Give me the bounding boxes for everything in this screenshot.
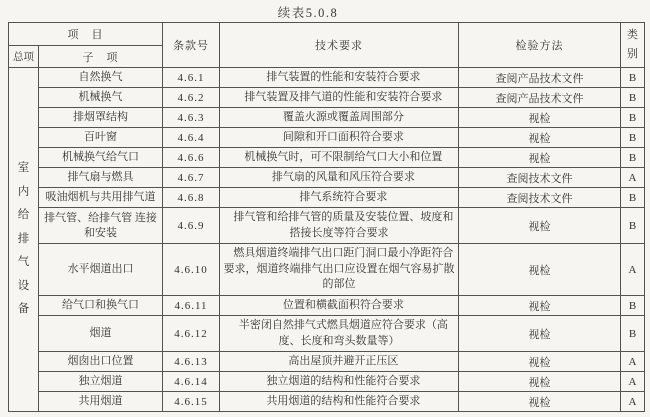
requirement-cell: 排气管和给排气管的质量及安装位置、坡度和搭接长度等符合要求 xyxy=(220,208,459,244)
category-cell: B xyxy=(621,148,645,168)
category-cell: B xyxy=(621,208,645,244)
category-cell: B xyxy=(621,296,645,316)
sub-item-cell: 排烟罩结构 xyxy=(39,108,163,128)
clause-cell: 4.6.1 xyxy=(163,68,220,88)
table-row xyxy=(9,168,645,188)
sub-item-cell: 给气口和换气口 xyxy=(39,296,163,316)
method-cell: 查阅技术文件 xyxy=(459,188,621,208)
header-tech-req: 技术要求 xyxy=(220,23,459,68)
sub-item-cell: 独立烟道 xyxy=(39,372,163,392)
clause-cell: 4.6.6 xyxy=(163,148,220,168)
method-cell: 查阅产品技术文件 xyxy=(459,68,621,88)
table-row xyxy=(9,296,645,316)
requirement-cell: 排气扇的风量和风压符合要求 xyxy=(220,168,459,188)
sub-item-cell: 烟囱出口位置 xyxy=(39,352,163,372)
method-cell: 视检 xyxy=(459,372,621,392)
requirement-cell: 燃具烟道终端排气出口距门洞口最小净距符合要求，烟道终端排气出口应设置在烟气容易扩散的部位 xyxy=(220,244,459,296)
requirement-cell: 排气装置及排气道的性能和安装符合要求 xyxy=(220,88,459,108)
category-cell: B xyxy=(621,188,645,208)
requirement-cell: 半密闭自然排气式燃具烟道应符合要求（高度、长度和弯头数量等） xyxy=(220,316,459,352)
main-item-label: 室内给排气设备 xyxy=(17,162,30,316)
requirement-cell: 独立烟道的结构和性能符合要求 xyxy=(220,372,459,392)
category-cell: A xyxy=(621,168,645,188)
requirement-cell: 间隙和开口面积符合要求 xyxy=(220,128,459,148)
header-category-label: 类别 xyxy=(626,28,638,60)
clause-cell: 4.6.7 xyxy=(163,168,220,188)
category-cell: A xyxy=(621,352,645,372)
table-row xyxy=(9,88,645,108)
clause-cell: 4.6.11 xyxy=(163,296,220,316)
table-row xyxy=(9,108,645,128)
requirement-cell: 位置和横截面积符合要求 xyxy=(220,296,459,316)
table-row xyxy=(9,188,645,208)
method-cell: 视检 xyxy=(459,128,621,148)
table-title: 续表5.0.8 xyxy=(277,6,339,20)
sub-item-cell: 机械换气给气口 xyxy=(39,148,163,168)
sub-item-cell: 烟道 xyxy=(39,316,163,352)
table-row xyxy=(9,244,645,296)
main-item-cell xyxy=(9,68,39,412)
sub-item-cell: 排气扇与燃具 xyxy=(39,168,163,188)
requirement-cell: 排气系统符合要求 xyxy=(220,188,459,208)
table-row xyxy=(9,352,645,372)
table-row xyxy=(9,316,645,352)
method-cell: 查阅技术文件 xyxy=(459,168,621,188)
sub-item-cell: 吸油烟机与共用排气道 xyxy=(39,188,163,208)
sub-item-cell: 共用烟道 xyxy=(39,392,163,412)
clause-cell: 4.6.2 xyxy=(163,88,220,108)
table-row xyxy=(9,148,645,168)
clause-cell: 4.6.8 xyxy=(163,188,220,208)
method-cell: 视检 xyxy=(459,392,621,412)
category-cell: B xyxy=(621,68,645,88)
sub-item-cell: 机械换气 xyxy=(39,88,163,108)
clause-cell: 4.6.14 xyxy=(163,372,220,392)
category-cell: A xyxy=(621,244,645,296)
table-row xyxy=(9,372,645,392)
requirement-cell: 机械换气时，可不限制给气口大小和位置 xyxy=(220,148,459,168)
header-clause-no: 条款号 xyxy=(163,23,220,68)
clause-cell: 4.6.3 xyxy=(163,108,220,128)
category-cell: A xyxy=(621,372,645,392)
method-cell: 视检 xyxy=(459,244,621,296)
clause-cell: 4.6.12 xyxy=(163,316,220,352)
table-row xyxy=(9,392,645,412)
table-row xyxy=(9,128,645,148)
method-cell: 视检 xyxy=(459,108,621,128)
method-cell: 视检 xyxy=(459,352,621,372)
method-cell: 查阅产品技术文件 xyxy=(459,88,621,108)
sub-item-cell: 水平烟道出口 xyxy=(39,244,163,296)
table-row xyxy=(9,68,645,88)
header-category xyxy=(621,23,645,68)
method-cell: 视检 xyxy=(459,208,621,244)
category-cell: A xyxy=(621,392,645,412)
table-row xyxy=(9,208,645,244)
clause-cell: 4.6.15 xyxy=(163,392,220,412)
header-row-1 xyxy=(9,23,645,46)
header-main-item: 总项 xyxy=(9,46,39,68)
sub-item-cell: 自然换气 xyxy=(39,68,163,88)
clause-cell: 4.6.13 xyxy=(163,352,220,372)
category-cell: B xyxy=(621,88,645,108)
header-item-group: 项 目 xyxy=(9,23,163,46)
requirement-cell: 排气装置的性能和安装符合要求 xyxy=(220,68,459,88)
spec-table xyxy=(8,22,645,412)
category-cell: B xyxy=(621,108,645,128)
requirement-cell: 共用烟道的结构和性能符合要求 xyxy=(220,392,459,412)
clause-cell: 4.6.9 xyxy=(163,208,220,244)
requirement-cell: 覆盖火源或覆盖周围部分 xyxy=(220,108,459,128)
method-cell: 视检 xyxy=(459,296,621,316)
method-cell: 视检 xyxy=(459,148,621,168)
sub-item-cell: 百叶窗 xyxy=(39,128,163,148)
requirement-cell: 高出屋顶并避开正压区 xyxy=(220,352,459,372)
header-sub-item: 子 项 xyxy=(39,46,163,68)
category-cell: B xyxy=(621,128,645,148)
clause-cell: 4.6.4 xyxy=(163,128,220,148)
category-cell: B xyxy=(621,316,645,352)
method-cell: 视检 xyxy=(459,316,621,352)
sub-item-cell: 排气管、给排气管 连接和安装 xyxy=(39,208,163,244)
clause-cell: 4.6.10 xyxy=(163,244,220,296)
header-inspect-method: 检验方法 xyxy=(459,23,621,68)
